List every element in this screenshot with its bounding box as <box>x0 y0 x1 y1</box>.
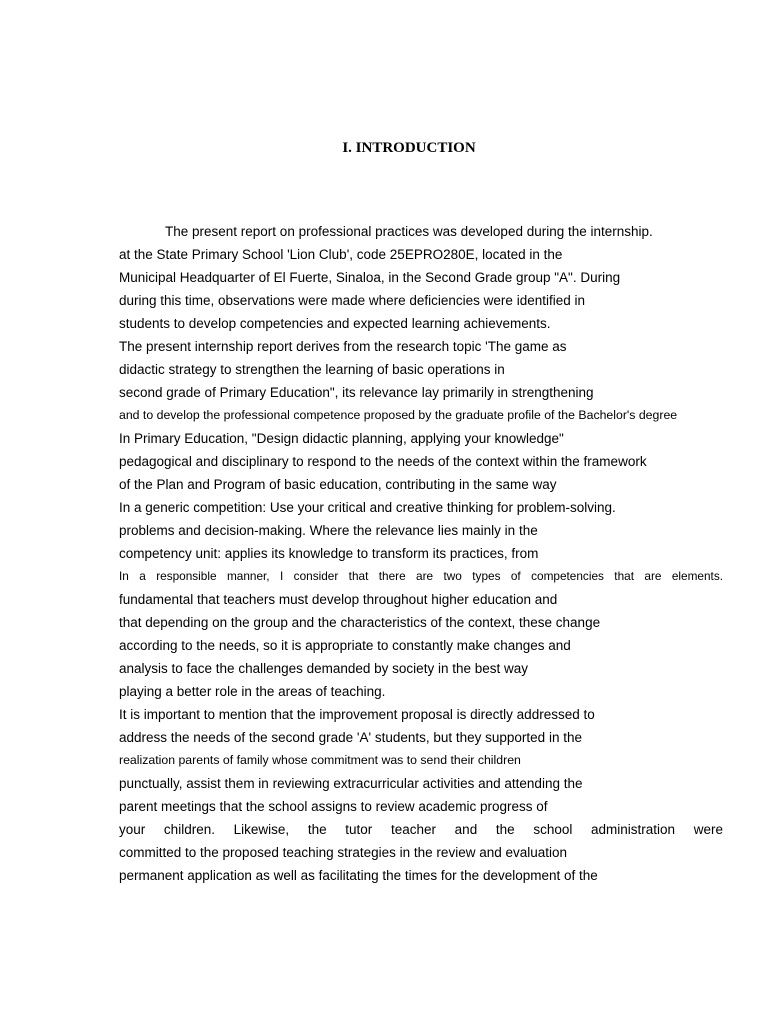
text-line: competency unit: applies its knowledge to transform its practices, from <box>119 546 539 561</box>
text-line: It is important to mention that the improvement proposal is directly addressed to <box>119 707 595 722</box>
text-line: according to the needs, so it is appropriate to constantly make changes and <box>119 638 571 653</box>
text-line: at the State Primary School 'Lion Club', code 25EPRO280E, located in the <box>119 247 563 262</box>
text-line: In a generic competition: Use your critical and creative thinking for problem-solving. <box>119 500 616 515</box>
text-line: didactic strategy to strengthen the learning of basic operations in <box>119 362 505 377</box>
text-line: In a responsible manner, I consider that there are two types of competencies that are elements. <box>119 569 723 583</box>
text-line: pedagogical and disciplinary to respond to the needs of the context within the framework <box>119 454 647 469</box>
text-line: committed to the proposed teaching strategies in the review and evaluation <box>119 845 568 860</box>
text-line: The present report on professional practices was developed during the internship. <box>165 224 653 239</box>
text-line: permanent application as well as facilitating the times for the development of the <box>119 868 598 883</box>
text-line: playing a better role in the areas of teaching. <box>119 684 386 699</box>
text-line: fundamental that teachers must develop throughout higher education and <box>119 592 558 607</box>
text-line: your children. Likewise, the tutor teacher and the school administration were <box>119 822 723 837</box>
text-line: parent meetings that the school assigns to review academic progress of <box>119 799 548 814</box>
text-line: In Primary Education, "Design didactic planning, applying your knowledge" <box>119 431 564 446</box>
text-line: during this time, observations were made where deficiencies were identified in <box>119 293 585 308</box>
text-line: problems and decision-making. Where the relevance lies mainly in the <box>119 523 538 538</box>
text-line: analysis to face the challenges demanded by society in the best way <box>119 661 528 676</box>
text-line: The present internship report derives from the research topic 'The game as <box>119 339 567 354</box>
text-line: second grade of Primary Education", its relevance lay primarily in strengthening <box>119 385 594 400</box>
body-text <box>119 220 723 887</box>
text-line: that depending on the group and the characteristics of the context, these change <box>119 615 601 630</box>
section-heading: I. INTRODUCTION <box>342 140 476 156</box>
text-line: punctually, assist them in reviewing extracurricular activities and attending the <box>119 776 583 791</box>
text-line: and to develop the professional competence proposed by the graduate profile of the Bachelor's degree <box>119 408 678 422</box>
text-line: of the Plan and Program of basic education, contributing in the same way <box>119 477 557 492</box>
text-line: address the needs of the second grade 'A' students, but they supported in the <box>119 730 582 745</box>
text-line: students to develop competencies and expected learning achievements. <box>119 316 551 331</box>
text-line: Municipal Headquarter of El Fuerte, Sinaloa, in the Second Grade group "A". During <box>119 270 621 285</box>
text-line: realization parents of family whose commitment was to send their children <box>119 753 521 767</box>
